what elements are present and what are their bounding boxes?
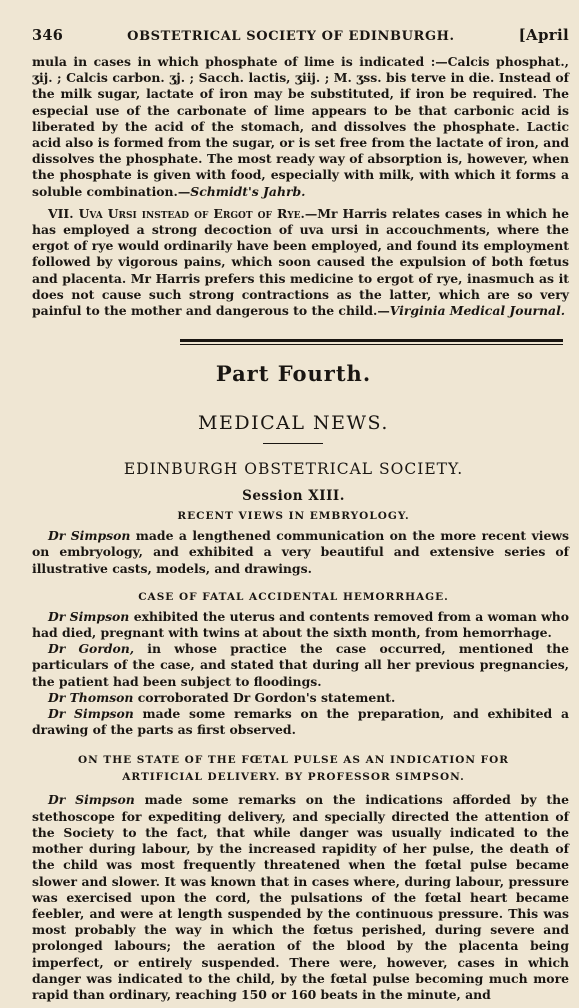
- foetal-pulse-subheading: ON THE STATE OF THE FŒTAL PULSE AS AN INDICATION FOR ARTIFICIAL DELIVERY. BY PROFESSOR SIMPSON.: [78, 754, 509, 784]
- hemorrhage-paragraph-2: [32, 641, 569, 690]
- speaker-name: Dr Gordon,: [48, 641, 135, 657]
- paragraph-text: made a lengthened communication on the more recent views on embryology, and exhibited a very beautiful and extensive series of illustrative casts, models, and drawings.: [32, 528, 569, 576]
- section-vii-source: Virginia Medical Journal.: [389, 303, 566, 319]
- paragraph-text: in whose practice the case occurred, mentioned the particulars of the case, and stated that during all her previous pregnancies, the patient had been subject to floodings.: [32, 641, 569, 689]
- hemorrhage-subheading: CASE OF FATAL ACCIDENTAL HEMORRHAGE.: [138, 590, 449, 603]
- section-vii-numeral: VII.: [48, 205, 74, 221]
- section-vii-paragraph: [32, 206, 569, 319]
- hemorrhage-paragraph-1: [32, 609, 569, 641]
- section-vi-source: Schmidt's Jahrb.: [190, 183, 306, 199]
- speaker-name: Dr Simpson: [48, 706, 134, 722]
- society-heading: EDINBURGH OBSTETRICAL SOCIETY.: [123, 460, 464, 479]
- paragraph-text: made some remarks on the indications afforded by the stethoscope for expediting delivery, and specially directed the attention of the Society to the fact, that while danger was usually indicated to the mother during labour, by the increased rapidity of her pulse, the death of the child was most frequently threatened when the fœtal pulse became slower and slower. It was known that in cases where, during labour, pressure was exercised upon the cord, the pulsations of the fœtal heart became feebler, and were at length suspended by the continuous pressure. This was most probably the way in which the fœtus perished, during severe and prolonged labours; the aeration of the blood by the placenta being imperfect, or entirely suspended. There were, however, cases in which danger was indicated to the child, by the fœtal pulse becoming much more rapid than ordinary, reaching 150 or 160 beats in the minute, and: [32, 792, 569, 1002]
- section-vii-body: —Mr Harris relates cases in which he has employed a strong decoction of uva ursi in accouchments, where the ergot of rye would ordinarily have been employed, and found its employment followed by vigorous pains, which soon caused the expulsion of both fœtus and placenta. Mr Harris prefers this medicine to ergot of rye, inasmuch as it does not cause such strong contractions as the latter, which are so very painful to the mother and dangerous to the child.—: [32, 205, 570, 319]
- issue-month: [April: [518, 26, 569, 44]
- short-divider: [263, 443, 323, 444]
- speaker-name: Dr Simpson: [48, 608, 130, 624]
- speaker-name: Dr Simpson: [48, 792, 135, 808]
- paragraph-text: corroborated Dr Gordon's statement.: [133, 689, 396, 705]
- section-vi-continuation: [32, 54, 569, 200]
- part-heading: Part Fourth.: [215, 361, 372, 387]
- medical-news-heading: MEDICAL NEWS.: [198, 412, 389, 435]
- embryology-paragraph: [32, 528, 569, 577]
- running-header: [32, 26, 569, 44]
- paragraph-text: made some remarks on the preparation, and exhibited a drawing of the parts as first observed.: [32, 706, 569, 738]
- hemorrhage-paragraph-3: [32, 690, 569, 706]
- journal-title: OBSTETRICAL SOCIETY OF EDINBURGH.: [127, 29, 455, 44]
- embryology-subheading: RECENT VIEWS IN EMBRYOLOGY.: [177, 510, 410, 523]
- foetal-pulse-paragraph: [32, 792, 569, 1003]
- session-heading: Session XIII.: [242, 488, 345, 505]
- page-number: 346: [32, 27, 64, 44]
- section-vi-text: mula in cases in which phosphate of lime is indicated :—Calcis phosphat., ʒij. ; Calcis carbon. ʒj. ; Sacch. lactis, ʒiij. ; M. ʒss. bis terve in die. Instead of the milk sugar, lactate of iron may be substituted, if iron be required. The especial use of the carbonate of lime appears to be that carbonic acid is liberated by the acid of the stomach, and dissolves the phosphate. Lactic acid also is formed from the sugar, or is set free from the lactate of iron, and dissolves the phosphate. The most ready way of absorption is, however, when the phosphate is given with food, especially with milk, with which it forms a soluble combination.—: [32, 54, 569, 199]
- section-vii-title: Uva Ursi instead of Ergot of Rye.: [78, 205, 305, 221]
- speaker-name: Dr Thomson: [48, 689, 134, 705]
- hemorrhage-paragraph-4: [32, 706, 569, 738]
- paragraph-text: exhibited the uterus and contents removed from a woman who had died, pregnant with twins at about the sixth month, from hemorrhage.: [32, 608, 570, 641]
- speaker-name: Dr Simpson: [48, 528, 131, 544]
- double-rule-divider: [180, 339, 563, 345]
